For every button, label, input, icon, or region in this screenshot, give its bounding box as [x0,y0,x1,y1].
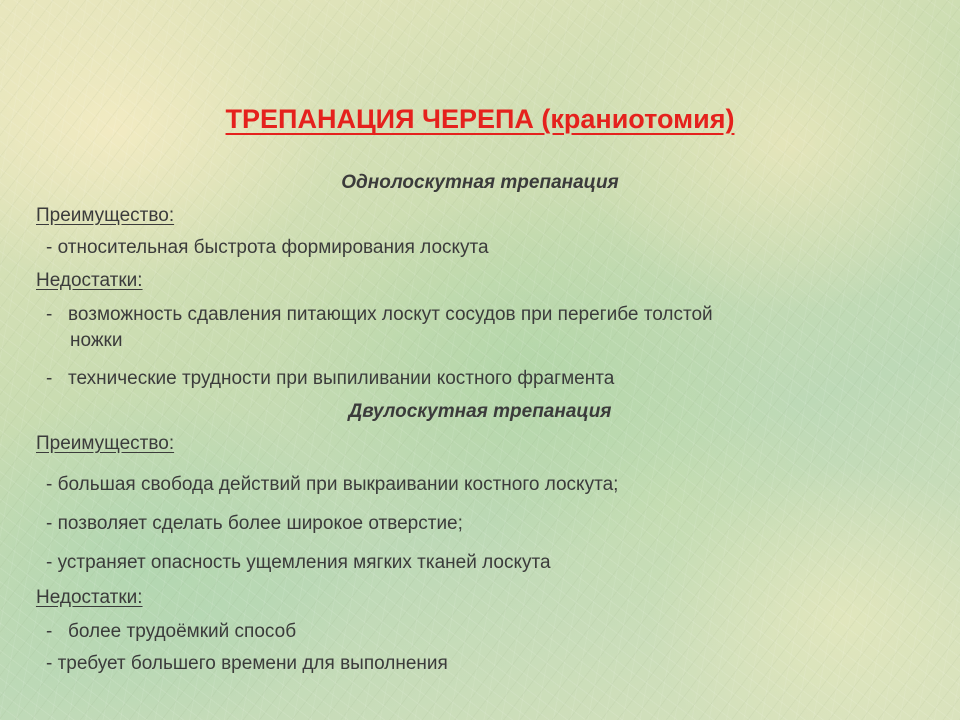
item-dash: - [46,621,53,642]
advantage-item: - устраняет опасность ущемления мягких тканей лоскута [46,552,551,573]
advantages-label: Преимущество: [36,205,175,226]
disadvantage-item [46,366,906,392]
item-text: возможность сдавления питающих лоскут сосудов при перегибе толстой [68,304,713,325]
disadvantages-label: Недостатки: [36,587,143,608]
advantage-item: - относительная быстрота формирования лоскута [46,237,489,258]
disadvantage-item [46,619,906,645]
item-dash: - [46,368,53,389]
item-text: более трудоёмкий способ [68,621,297,642]
item-dash: - [46,304,53,325]
item-dash: - [46,653,53,674]
advantage-item: - большая свобода действий при выкраивании костного лоскута; [46,474,619,495]
item-text: технические трудности при выпиливании костного фрагмента [68,368,615,389]
section-heading-single-flap: Однолоскутная трепанация [341,172,619,193]
item-text-continuation: ножки [70,330,123,351]
disadvantages-label: Недостатки: [36,270,143,291]
advantage-item: - позволяет сделать более широкое отверстие; [46,513,463,534]
disadvantage-item [46,651,906,677]
item-text: требует большего времени для выполнения [57,653,448,674]
slide-title: ТРЕПАНАЦИЯ ЧЕРЕПА (краниотомия) [225,104,735,134]
disadvantage-item [46,302,906,354]
advantages-label: Преимущество: [36,433,175,454]
section-heading-double-flap: Двулоскутная трепанация [348,401,612,422]
